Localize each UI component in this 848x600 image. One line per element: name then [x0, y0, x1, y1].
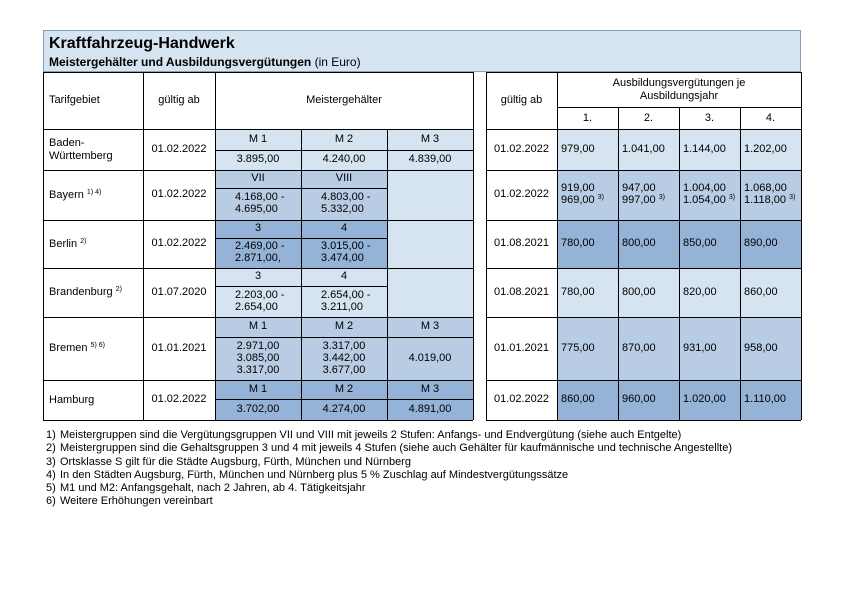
salary-group-label: M 3 [420, 132, 440, 145]
footnote-text: In den Städten Augsburg, Fürth, München und Nürnberg plus 5 % Zuschlag auf Mindestvergütungssätze [60, 468, 569, 481]
training-allowance-value: 780,00 [561, 285, 595, 298]
region-name: Württemberg [49, 149, 113, 162]
training-allowance-value: 800,00 [622, 285, 656, 298]
row-divider [43, 380, 473, 381]
valid-from-date: 01.02.2022 [151, 237, 207, 249]
row-divider [43, 420, 473, 421]
salary-group-label: M 1 [248, 382, 268, 395]
salary-value: 3.085,00 [236, 351, 280, 364]
training-valid-from-date: 01.08.2021 [493, 237, 550, 249]
header-year-1: 1. [582, 112, 593, 124]
salary-value: 3.677,00 [322, 363, 366, 376]
training-allowance-value: 1.118,00 $^{3)}$ [744, 194, 796, 206]
salary-value: 3.442,00 [322, 351, 366, 364]
training-allowance-value: 780,00 [561, 237, 595, 249]
valid-from-date: 01.02.2022 [151, 142, 207, 155]
column-divider [473, 72, 474, 420]
footnote-ref: 1) 4) [86, 188, 102, 196]
title-box [43, 30, 801, 72]
footnote-number: 1) [46, 429, 56, 441]
footnote-3 [46, 456, 732, 469]
salary-group-label: 4 [340, 270, 348, 282]
training-allowance-value: 979,00 [561, 142, 595, 155]
row-divider [486, 380, 801, 381]
training-valid-from-date: 01.08.2021 [493, 285, 550, 298]
training-valid-from-date: 01.02.2022 [493, 393, 550, 405]
footnote-ref: 5) 6) [90, 342, 105, 349]
header-training-allowance: Ausbildungsjahr [639, 90, 719, 102]
salary-group-label: M 3 [420, 320, 440, 332]
header-valid-from-training: gültig ab [500, 94, 543, 106]
master-salary-empty [387, 170, 473, 220]
master-salary-empty [387, 268, 473, 317]
salary-group-label: M 2 [334, 382, 354, 395]
header-year-2: 2. [643, 112, 654, 124]
footnote-number: 2) [46, 442, 56, 455]
header-valid-from: gültig ab [158, 94, 200, 106]
training-allowance-value: 1.110,00 [744, 393, 787, 405]
valid-from-date: 01.07.2020 [151, 285, 207, 298]
training-valid-from-date: 01.02.2022 [493, 188, 550, 200]
salary-value: 3.015,00 - [321, 240, 371, 252]
salary-value: 4.695,00 [235, 203, 278, 215]
footnote-ref: 3) [728, 194, 736, 201]
training-allowance-value: 1.068,00 [744, 182, 787, 194]
training-allowance-value: 931,00 [683, 341, 717, 354]
salary-value: 4.019,00 [408, 351, 452, 364]
salary-value: 2.654,00 - [321, 288, 371, 301]
header-year-4: 4. [765, 112, 776, 124]
footnote-number: 6) [46, 495, 56, 508]
document-title: Kraftfahrzeug-Handwerk [49, 35, 235, 52]
training-valid-from-date: 01.02.2022 [493, 142, 550, 155]
salary-group-label: VII [251, 172, 265, 184]
footnote-number: 4) [46, 468, 56, 481]
salary-value: 2.469,00 - [235, 240, 285, 252]
training-valid-from-date: 01.01.2021 [493, 341, 550, 354]
salary-value: 3.474,00 [321, 252, 364, 264]
region-name: Bremen $^{5) 6)}$ [49, 342, 105, 354]
group-label-divider [215, 399, 473, 400]
row-divider [43, 268, 473, 269]
salary-group-label: M 1 [248, 320, 268, 332]
salary-value: 4.168,00 - [235, 191, 285, 203]
row-divider [486, 220, 801, 221]
valid-from-date: 01.02.2022 [151, 393, 207, 405]
footnote-ref: 3) [789, 194, 796, 201]
header-region: Tarifgebiet [49, 94, 100, 106]
salary-group-label: M 2 [334, 132, 354, 145]
salary-group-label: VIII [335, 172, 353, 184]
footnote-2 [46, 442, 732, 455]
document-subtitle [49, 55, 361, 69]
row-divider [43, 170, 473, 171]
salary-group-label: 3 [254, 222, 262, 234]
row-divider [43, 317, 473, 318]
salary-value: 5.332,00 [321, 203, 364, 215]
header-year-3: 3. [704, 112, 715, 124]
row-divider [43, 220, 473, 221]
row-divider [486, 170, 801, 171]
footnote-6 [46, 495, 732, 508]
salary-value: 3.317,00 [322, 339, 366, 352]
training-allowance-value: 890,00 [744, 237, 778, 249]
salary-value: 2.971,00 [236, 339, 280, 352]
salary-group-label: 3 [254, 270, 262, 282]
region-name: Bayern $^{1) 4)}$ [49, 188, 102, 201]
salary-value: 3.895,00 [236, 153, 280, 165]
valid-from-date: 01.01.2021 [151, 341, 207, 354]
training-allowance-value: 960,00 [622, 393, 656, 405]
salary-value: 4.803,00 - [321, 191, 371, 203]
training-allowance-value: 775,00 [561, 341, 595, 354]
training-allowance-value: 997,00 $^{3)}$ [622, 194, 665, 206]
column-divider [618, 107, 619, 420]
salary-group-label: 4 [340, 222, 348, 234]
training-allowance-value: 1.144,00 [683, 142, 726, 155]
footnote-text: M1 und M2: Anfangsgehalt, nach 2 Jahren, ab 4. Tätigkeitsjahr [60, 482, 366, 495]
table-top [43, 72, 473, 73]
training-allowance-value: 1.054,00 $^{3)}$ [683, 194, 736, 206]
training-allowance-value: 870,00 [622, 341, 656, 354]
footnote-text: Meistergruppen sind die Gehaltsgruppen 3 und 4 mit jeweils 4 Stufen (siehe auch Gehälter für kaufmännische und technische Angestellte) [60, 442, 733, 455]
footnote-5 [46, 482, 732, 495]
training-allowance-value: 947,00 [622, 182, 656, 194]
region-name: Berlin $^{2)}$ [49, 237, 87, 250]
footnote-ref: 2) [115, 286, 122, 293]
training-allowance-value: 800,00 [622, 237, 656, 249]
salary-value: 3.317,00 [236, 363, 280, 376]
salary-value: 4.240,00 [322, 153, 366, 165]
footnote-ref: 3) [658, 194, 665, 201]
salary-group-label: M 2 [334, 320, 354, 332]
salary-value: 4.839,00 [408, 153, 452, 165]
footnote-text: Weitere Erhöhungen vereinbart [60, 495, 213, 508]
salary-value: 2.203,00 - [235, 288, 285, 301]
training-allowance-value: 850,00 [683, 237, 717, 249]
region-name: Baden- [49, 136, 85, 149]
master-salary-empty [387, 220, 473, 268]
salary-value: 4.274,00 [322, 402, 366, 415]
salary-value: 2.871,00, [235, 252, 281, 264]
training-allowance-value: 860,00 [744, 285, 778, 298]
salary-value: 4.891,00 [408, 402, 452, 415]
training-allowance-value: 1.020,00 [683, 393, 726, 405]
salary-group-label: M 1 [248, 132, 268, 145]
header-master-salaries: Meistergehälter [306, 94, 382, 106]
training-allowance-value: 958,00 [744, 341, 778, 354]
salary-group-label: M 3 [420, 382, 440, 395]
footnote-ref: 2) [80, 237, 87, 245]
column-divider [740, 107, 741, 420]
valid-from-date: 01.02.2022 [151, 188, 207, 200]
table-left [43, 72, 44, 420]
training-allowance-value: 820,00 [683, 285, 717, 298]
row-divider [486, 420, 801, 421]
training-allowance-value: 1.004,00 [683, 182, 726, 194]
footnotes [46, 429, 732, 509]
salary-value: 3.211,00 [321, 300, 364, 313]
header-bottom [486, 129, 801, 130]
training-allowance-value: 919,00 [561, 182, 595, 194]
region-name: Brandenburg $^{2)}$ [49, 286, 122, 298]
group-label-divider [215, 337, 473, 338]
footnote-text: Meistergruppen sind die Vergütungsgruppen VII und VIII mit jeweils 2 Stufen: Anfangs- und Endvergütung (siehe auch Entgelte) [60, 429, 682, 441]
row-divider [486, 317, 801, 318]
header-training-allowance: Ausbildungsvergütungen je [612, 77, 746, 89]
footnote-1 [46, 429, 732, 442]
training-allowance-value: 1.202,00 [744, 142, 787, 155]
salary-value: 2.654,00 [235, 300, 278, 313]
group-label-divider [215, 150, 473, 151]
training-allowance-value: 860,00 [561, 393, 595, 405]
salary-value: 3.702,00 [236, 402, 280, 415]
subtitle-bold: Meistergehälter und Ausbildungsvergütungen [49, 55, 312, 69]
table-top [486, 72, 801, 73]
footnote-text: Ortsklasse S gilt für die Städte Augsburg, Fürth, München und Nürnberg [60, 455, 411, 468]
row-divider [486, 268, 801, 269]
training-allowance-value: 1.041,00 [622, 142, 665, 155]
subtitle-unit: (in Euro) [311, 55, 361, 69]
column-divider [679, 107, 680, 420]
footnote-ref: 3) [597, 194, 604, 201]
footnote-number: 3) [46, 455, 56, 468]
region-name: Hamburg [49, 393, 95, 406]
footnote-number: 5) [46, 482, 56, 495]
training-allowance-value: 969,00 $^{3)}$ [561, 194, 604, 206]
footnote-4 [46, 469, 732, 482]
header-bottom [43, 129, 473, 130]
